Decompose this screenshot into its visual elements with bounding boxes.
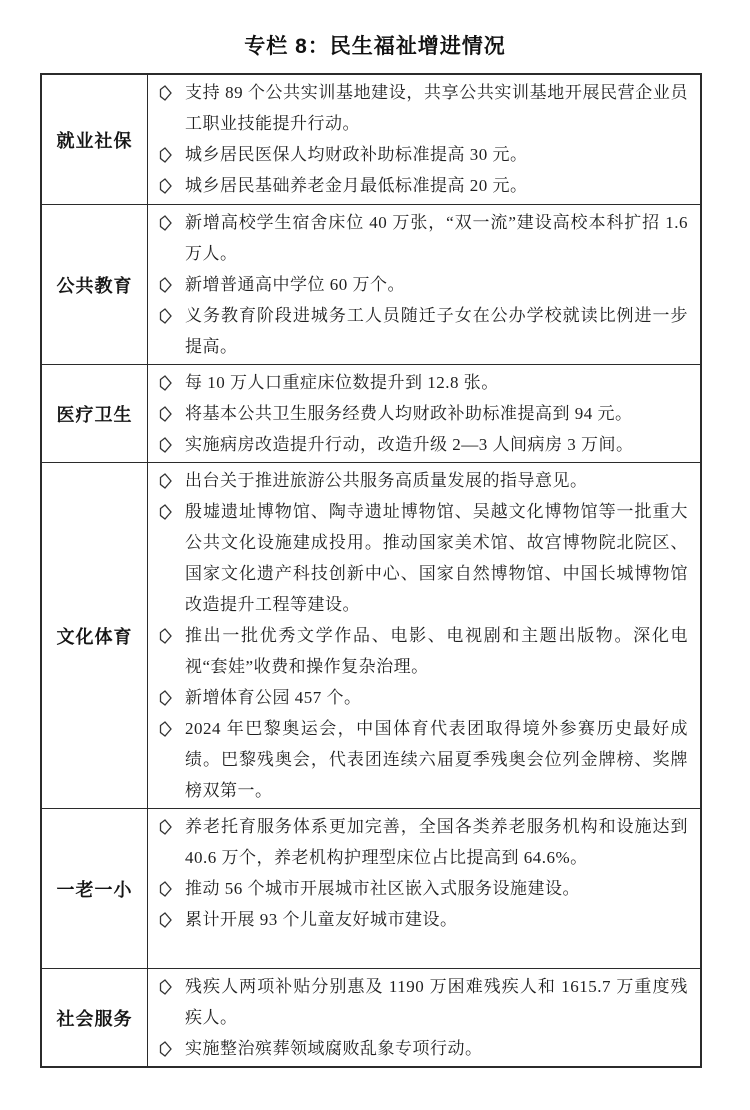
list-item (148, 367, 688, 398)
list-item (148, 77, 688, 139)
list-item (148, 682, 688, 713)
pentagon-arrow-bullet-icon (148, 819, 185, 835)
pentagon-arrow-bullet-icon (148, 690, 185, 706)
content-cell (148, 969, 700, 1066)
list-item (148, 269, 688, 300)
pentagon-arrow-bullet-icon (148, 147, 185, 163)
list-item (148, 620, 688, 682)
list-item (148, 170, 688, 201)
list-item (148, 398, 688, 429)
pentagon-arrow-bullet-icon (148, 215, 185, 231)
content-cell (148, 75, 700, 204)
item-text: 新增高校学生宿舍床位 40 万张，“双一流”建设高校本科扩招 1.6 万人。 (185, 213, 688, 263)
pentagon-arrow-bullet-icon (148, 85, 185, 101)
pentagon-arrow-bullet-icon (148, 375, 185, 391)
list-item (148, 496, 688, 620)
category-cell: 公共教育 (42, 205, 148, 364)
table-row-public-education (42, 205, 700, 365)
item-text: 每 10 万人口重症床位数提升到 12.8 张。 (185, 373, 499, 392)
pentagon-arrow-bullet-icon (148, 473, 185, 489)
list-item (148, 811, 688, 873)
page-title: 专栏 8：民生福祉增进情况 (244, 35, 506, 58)
category-cell: 社会服务 (42, 969, 148, 1066)
pentagon-arrow-bullet-icon (148, 1041, 185, 1057)
content-cell (148, 205, 700, 364)
pentagon-arrow-bullet-icon (148, 912, 185, 928)
list-item (148, 207, 688, 269)
item-text: 实施整治殡葬领域腐败乱象专项行动。 (185, 1039, 483, 1058)
item-text: 支持 89 个公共实训基地建设，共享公共实训基地开展民营企业员工职业技能提升行动。 (185, 83, 688, 133)
item-text: 残疾人两项补贴分别惠及 1190 万困难残疾人和 1615.7 万重度残疾人。 (185, 977, 688, 1027)
item-text: 将基本公共卫生服务经费人均财政补助标准提高到 94 元。 (185, 404, 633, 423)
table-row-social-services (42, 969, 700, 1066)
category-cell: 一老一小 (42, 809, 148, 968)
pentagon-arrow-bullet-icon (148, 979, 185, 995)
pentagon-arrow-bullet-icon (148, 504, 185, 520)
content-cell (148, 365, 700, 462)
item-text: 累计开展 93 个儿童友好城市建设。 (185, 910, 458, 929)
list-item (148, 971, 688, 1033)
table-row-healthcare (42, 365, 700, 463)
item-text: 城乡居民基础养老金月最低标准提高 20 元。 (185, 176, 528, 195)
pentagon-arrow-bullet-icon (148, 308, 185, 324)
list-item (148, 713, 688, 806)
pentagon-arrow-bullet-icon (148, 628, 185, 644)
item-text: 义务教育阶段进城务工人员随迁子女在公办学校就读比例进一步提高。 (185, 306, 688, 356)
welfare-table (40, 73, 702, 1068)
pentagon-arrow-bullet-icon (148, 277, 185, 293)
pentagon-arrow-bullet-icon (148, 406, 185, 422)
content-cell (148, 463, 700, 808)
item-text: 2024 年巴黎奥运会，中国体育代表团取得境外参赛历史最好成绩。巴黎残奥会，代表团连续六届夏季残奥会位列金牌榜、奖牌榜双第一。 (185, 719, 688, 800)
item-text: 城乡居民医保人均财政补助标准提高 30 元。 (185, 145, 528, 164)
pentagon-arrow-bullet-icon (148, 721, 185, 737)
item-text: 殷墟遗址博物馆、陶寺遗址博物馆、吴越文化博物馆等一批重大公共文化设施建成投用。推动国家美术馆、故宫博物院北院区、国家文化遗产科技创新中心、国家自然博物馆、中国长城博物馆改造提升工程等建设。 (185, 502, 688, 614)
item-text: 推动 56 个城市开展城市社区嵌入式服务设施建设。 (185, 879, 580, 898)
list-item (148, 139, 688, 170)
list-item (148, 429, 688, 460)
table-row-elderly-children (42, 809, 700, 969)
list-item (148, 904, 688, 935)
list-item (148, 1033, 688, 1064)
item-text: 推出一批优秀文学作品、电影、电视剧和主题出版物。深化电视“套娃”收费和操作复杂治理。 (185, 626, 688, 676)
pentagon-arrow-bullet-icon (148, 178, 185, 194)
table-row-employment-social-security (42, 75, 700, 205)
item-text: 出台关于推进旅游公共服务高质量发展的指导意见。 (185, 471, 588, 490)
category-cell: 医疗卫生 (42, 365, 148, 462)
item-text: 养老托育服务体系更加完善，全国各类养老服务机构和设施达到 40.6 万个，养老机构护理型床位占比提高到 64.6%。 (185, 817, 688, 867)
list-item (148, 465, 688, 496)
list-item (148, 873, 688, 904)
item-text: 新增体育公园 457 个。 (185, 688, 362, 707)
item-text: 实施病房改造提升行动，改造升级 2—3 人间病房 3 万间。 (185, 435, 634, 454)
content-cell (148, 809, 700, 968)
table-row-culture-sports (42, 463, 700, 809)
category-cell: 文化体育 (42, 463, 148, 808)
item-text: 新增普通高中学位 60 万个。 (185, 275, 405, 294)
list-item (148, 300, 688, 362)
pentagon-arrow-bullet-icon (148, 437, 185, 453)
category-cell: 就业社保 (42, 75, 148, 204)
pentagon-arrow-bullet-icon (148, 881, 185, 897)
